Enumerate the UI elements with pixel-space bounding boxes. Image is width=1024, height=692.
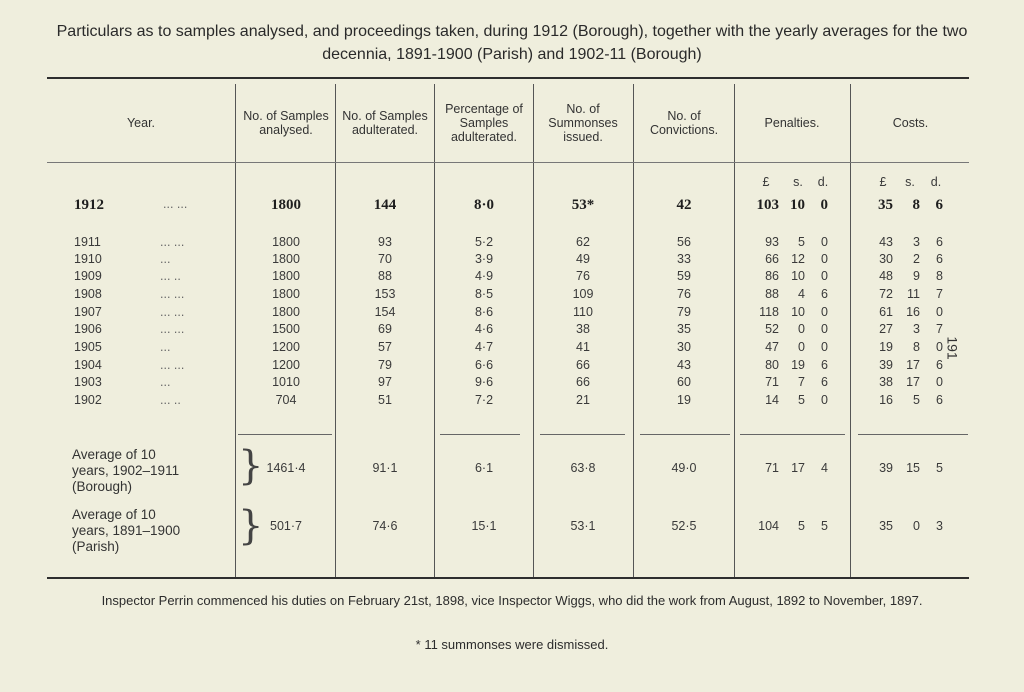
average-cd: 3 (936, 519, 943, 533)
cell-cs: 17 (906, 375, 920, 389)
cell-pd: 0 (821, 235, 828, 249)
average-pct: 6·1 (474, 461, 494, 475)
cell-pct: 8·0 (473, 197, 495, 213)
cell-adulterated: 88 (378, 269, 392, 283)
cell-cs: 11 (907, 287, 920, 301)
cell-pct: 4·9 (474, 269, 494, 283)
cell-analysed: 1800 (272, 305, 300, 319)
average-label-parish: Average of 10 years, 1891–1900 (Parish) (72, 507, 181, 554)
cell-analysed: 1800 (272, 287, 300, 301)
cell-conv: 56 (677, 235, 691, 249)
row-dots: ... ... (160, 322, 185, 336)
row-dots: ... ... (160, 287, 185, 301)
average-cl: 39 (879, 461, 893, 475)
cell-adulterated: 153 (374, 287, 396, 301)
cell-cl: 19 (879, 340, 893, 354)
cell-summ: 66 (576, 358, 590, 372)
cell-analysed: 1010 (272, 375, 300, 389)
row-year: 1910 (74, 252, 102, 266)
cell-ps: 5 (798, 393, 805, 407)
cell-adulterated: 70 (378, 252, 392, 266)
cell-conv: 76 (677, 287, 691, 301)
cell-summ: 21 (576, 393, 590, 407)
cell-analysed: 1800 (271, 197, 301, 213)
cell-pl: 103 (756, 197, 779, 213)
cell-pl: 93 (765, 235, 779, 249)
average-conv: 52·5 (671, 519, 697, 533)
average-cs: 0 (913, 519, 920, 533)
cell-pd: 6 (821, 287, 828, 301)
cell-pl: 88 (765, 287, 779, 301)
cell-cd: 7 (936, 287, 943, 301)
cell-adulterated: 154 (374, 305, 396, 319)
average-conv: 49·0 (671, 461, 697, 475)
cell-pd: 0 (821, 340, 828, 354)
separator-line (540, 434, 625, 435)
cell-cs: 5 (913, 393, 920, 407)
cell-pl: 14 (765, 393, 779, 407)
average-label-borough: Average of 10 years, 1902–1911 (Borough) (72, 447, 180, 494)
column-divider (533, 84, 534, 577)
cell-pl: 66 (765, 252, 779, 266)
pence-unit: d. (930, 175, 942, 189)
cell-cl: 39 (879, 358, 893, 372)
average-pl: 71 (765, 461, 779, 475)
cell-adulterated: 57 (378, 340, 392, 354)
average-adulterated: 74·6 (372, 519, 398, 533)
cell-cl: 43 (879, 235, 893, 249)
cell-pl: 86 (765, 269, 779, 283)
cell-pl: 71 (765, 375, 779, 389)
cell-cd: 6 (935, 197, 943, 213)
row-dots: ... .. (160, 269, 181, 283)
pounds-unit: £ (762, 175, 770, 189)
cell-cs: 3 (913, 322, 920, 336)
column-divider (335, 84, 336, 577)
average-analysed: 1461·4 (266, 461, 306, 475)
average-summ: 63·8 (570, 461, 596, 475)
header-analysed: No. of Samples analysed. (243, 109, 329, 137)
cell-conv: 42 (676, 197, 692, 213)
pence-unit: d. (817, 175, 829, 189)
cell-analysed: 1800 (272, 235, 300, 249)
cell-ps: 10 (791, 305, 805, 319)
cell-analysed: 1500 (272, 322, 300, 336)
cell-summ: 38 (576, 322, 590, 336)
cell-pd: 6 (821, 375, 828, 389)
brace-icon: } (238, 443, 264, 489)
column-divider (734, 84, 735, 577)
cell-adulterated: 144 (373, 197, 397, 213)
row-dots: ... .. (160, 393, 181, 407)
separator-line (740, 434, 845, 435)
row-year: 1903 (74, 375, 102, 389)
table-title: Particulars as to samples analysed, and proceedings taken, during 1912 (Borough), together with the yearly averages for the two decennia, 1891-1900 (Parish) and 1902-11 (Borough) (56, 23, 968, 63)
cell-cl: 27 (879, 322, 893, 336)
separator-line (440, 434, 520, 435)
cell-cl: 16 (879, 393, 893, 407)
shillings-unit: s. (793, 175, 803, 189)
average-pl: 104 (758, 519, 779, 533)
cell-ps: 7 (798, 375, 805, 389)
average-analysed: 501·7 (270, 519, 302, 533)
row-year: 1911 (74, 235, 101, 249)
column-divider (434, 84, 435, 577)
cell-cd: 7 (936, 322, 943, 336)
average-ps: 5 (798, 519, 805, 533)
cell-adulterated: 93 (378, 235, 392, 249)
cell-cd: 0 (936, 305, 943, 319)
cell-pl: 80 (765, 358, 779, 372)
top-rule (47, 77, 969, 79)
cell-pl: 47 (765, 340, 779, 354)
cell-pl: 52 (765, 322, 779, 336)
cell-summ: 109 (572, 287, 594, 301)
cell-pd: 6 (821, 358, 828, 372)
average-adulterated: 91·1 (372, 461, 398, 475)
cell-pd: 0 (821, 252, 828, 266)
column-divider (235, 84, 236, 577)
separator-line (640, 434, 730, 435)
cell-cs: 17 (906, 358, 920, 372)
cell-conv: 79 (677, 305, 691, 319)
cell-conv: 43 (677, 358, 691, 372)
cell-ps: 0 (798, 322, 805, 336)
cell-pl: 118 (759, 305, 779, 319)
cell-conv: 35 (677, 322, 691, 336)
cell-cd: 0 (936, 375, 943, 389)
cell-summ: 110 (573, 305, 593, 319)
cell-summ: 62 (576, 235, 590, 249)
brace-icon: } (238, 503, 264, 549)
cell-pd: 0 (821, 393, 828, 407)
header-penalties: Penalties. (764, 116, 820, 130)
row-dots: ... ... (160, 235, 185, 249)
cell-ps: 10 (790, 197, 805, 213)
cell-conv: 30 (677, 340, 691, 354)
row-year: 1907 (74, 305, 102, 319)
cell-summ: 49 (576, 252, 590, 266)
cell-cs: 16 (906, 305, 920, 319)
cell-summ: 41 (576, 340, 590, 354)
cell-pct: 6·6 (474, 358, 494, 372)
cell-cd: 6 (936, 252, 943, 266)
average-cs: 15 (906, 461, 920, 475)
cell-cd: 0 (936, 340, 943, 354)
row-year: 1909 (74, 269, 102, 283)
cell-cl: 61 (879, 305, 893, 319)
row-year: 1906 (74, 322, 102, 336)
column-divider (850, 84, 851, 577)
row-dots: ... (160, 375, 171, 389)
page-number: 191 (944, 336, 961, 360)
cell-cd: 6 (936, 235, 943, 249)
pounds-unit: £ (879, 175, 887, 189)
cell-conv: 33 (677, 252, 691, 266)
average-pd: 4 (821, 461, 828, 475)
row-year: 1905 (74, 340, 102, 354)
cell-analysed: 1800 (272, 252, 300, 266)
column-divider (633, 84, 634, 577)
cell-ps: 19 (791, 358, 805, 372)
cell-adulterated: 51 (378, 393, 392, 407)
row-dots: ... (160, 252, 171, 266)
header-percentage: Percentage of Samples adulterated. (445, 102, 523, 144)
average-cl: 35 (879, 519, 893, 533)
cell-ps: 10 (791, 269, 805, 283)
cell-ps: 12 (791, 252, 805, 266)
cell-ps: 4 (798, 287, 805, 301)
cell-pd: 0 (821, 322, 828, 336)
cell-ps: 0 (798, 340, 805, 354)
cell-ps: 5 (798, 235, 805, 249)
cell-pct: 8·5 (474, 287, 494, 301)
shillings-unit: s. (905, 175, 915, 189)
row-year: 1908 (74, 287, 102, 301)
row-year: 1912 (74, 197, 104, 213)
separator-line (858, 434, 968, 435)
cell-pct: 7·2 (474, 393, 494, 407)
cell-cl: 48 (879, 269, 893, 283)
cell-cd: 6 (936, 358, 943, 372)
header-convictions: No. of Convictions. (649, 109, 719, 137)
header-rule (47, 162, 969, 163)
cell-conv: 60 (677, 375, 691, 389)
cell-cs: 8 (912, 197, 920, 213)
cell-cl: 30 (879, 252, 893, 266)
cell-summ: 53* (571, 197, 595, 213)
row-dots: ... ... (160, 358, 185, 372)
cell-conv: 19 (677, 393, 691, 407)
cell-cl: 38 (879, 375, 893, 389)
footnote-summonses: * 11 summonses were dismissed. (415, 637, 609, 652)
cell-pct: 9·6 (474, 375, 494, 389)
header-summonses: No. of Summonses issued. (548, 102, 618, 144)
header-adulterated: No. of Samples adulterated. (342, 109, 428, 137)
cell-pd: 0 (821, 305, 828, 319)
header-year: Year. (126, 116, 156, 130)
average-ps: 17 (791, 461, 805, 475)
cell-cs: 8 (913, 340, 920, 354)
cell-summ: 66 (576, 375, 590, 389)
cell-pct: 4·6 (474, 322, 494, 336)
separator-line (238, 434, 332, 435)
row-dots: ... ... (163, 197, 188, 211)
cell-summ: 76 (576, 269, 590, 283)
cell-cs: 9 (913, 269, 920, 283)
average-pct: 15·1 (471, 519, 497, 533)
cell-cd: 6 (936, 393, 943, 407)
row-dots: ... ... (160, 305, 185, 319)
cell-conv: 59 (677, 269, 691, 283)
cell-pd: 0 (821, 269, 828, 283)
cell-pd: 0 (820, 197, 828, 213)
cell-analysed: 1800 (272, 269, 300, 283)
row-year: 1902 (74, 393, 102, 407)
cell-pct: 8·6 (474, 305, 494, 319)
row-year: 1904 (74, 358, 102, 372)
cell-pct: 4·7 (474, 340, 494, 354)
cell-adulterated: 69 (378, 322, 392, 336)
cell-cl: 72 (879, 287, 893, 301)
footnote-inspector: Inspector Perrin commenced his duties on February 21st, 1898, vice Inspector Wiggs, who did the work from August, 1892 to November, 1897. (101, 593, 923, 608)
cell-pct: 3·9 (474, 252, 494, 266)
header-costs: Costs. (892, 116, 929, 130)
average-pd: 5 (821, 519, 828, 533)
cell-analysed: 1200 (272, 358, 300, 372)
cell-cs: 2 (913, 252, 920, 266)
average-summ: 53·1 (570, 519, 596, 533)
cell-analysed: 704 (275, 393, 297, 407)
cell-adulterated: 79 (378, 358, 392, 372)
cell-cs: 3 (913, 235, 920, 249)
cell-cd: 8 (936, 269, 943, 283)
row-dots: ... (160, 340, 171, 354)
cell-analysed: 1200 (272, 340, 300, 354)
bottom-rule (47, 577, 969, 579)
average-cd: 5 (936, 461, 943, 475)
cell-pct: 5·2 (474, 235, 494, 249)
cell-adulterated: 97 (378, 375, 392, 389)
cell-cl: 35 (878, 197, 893, 213)
